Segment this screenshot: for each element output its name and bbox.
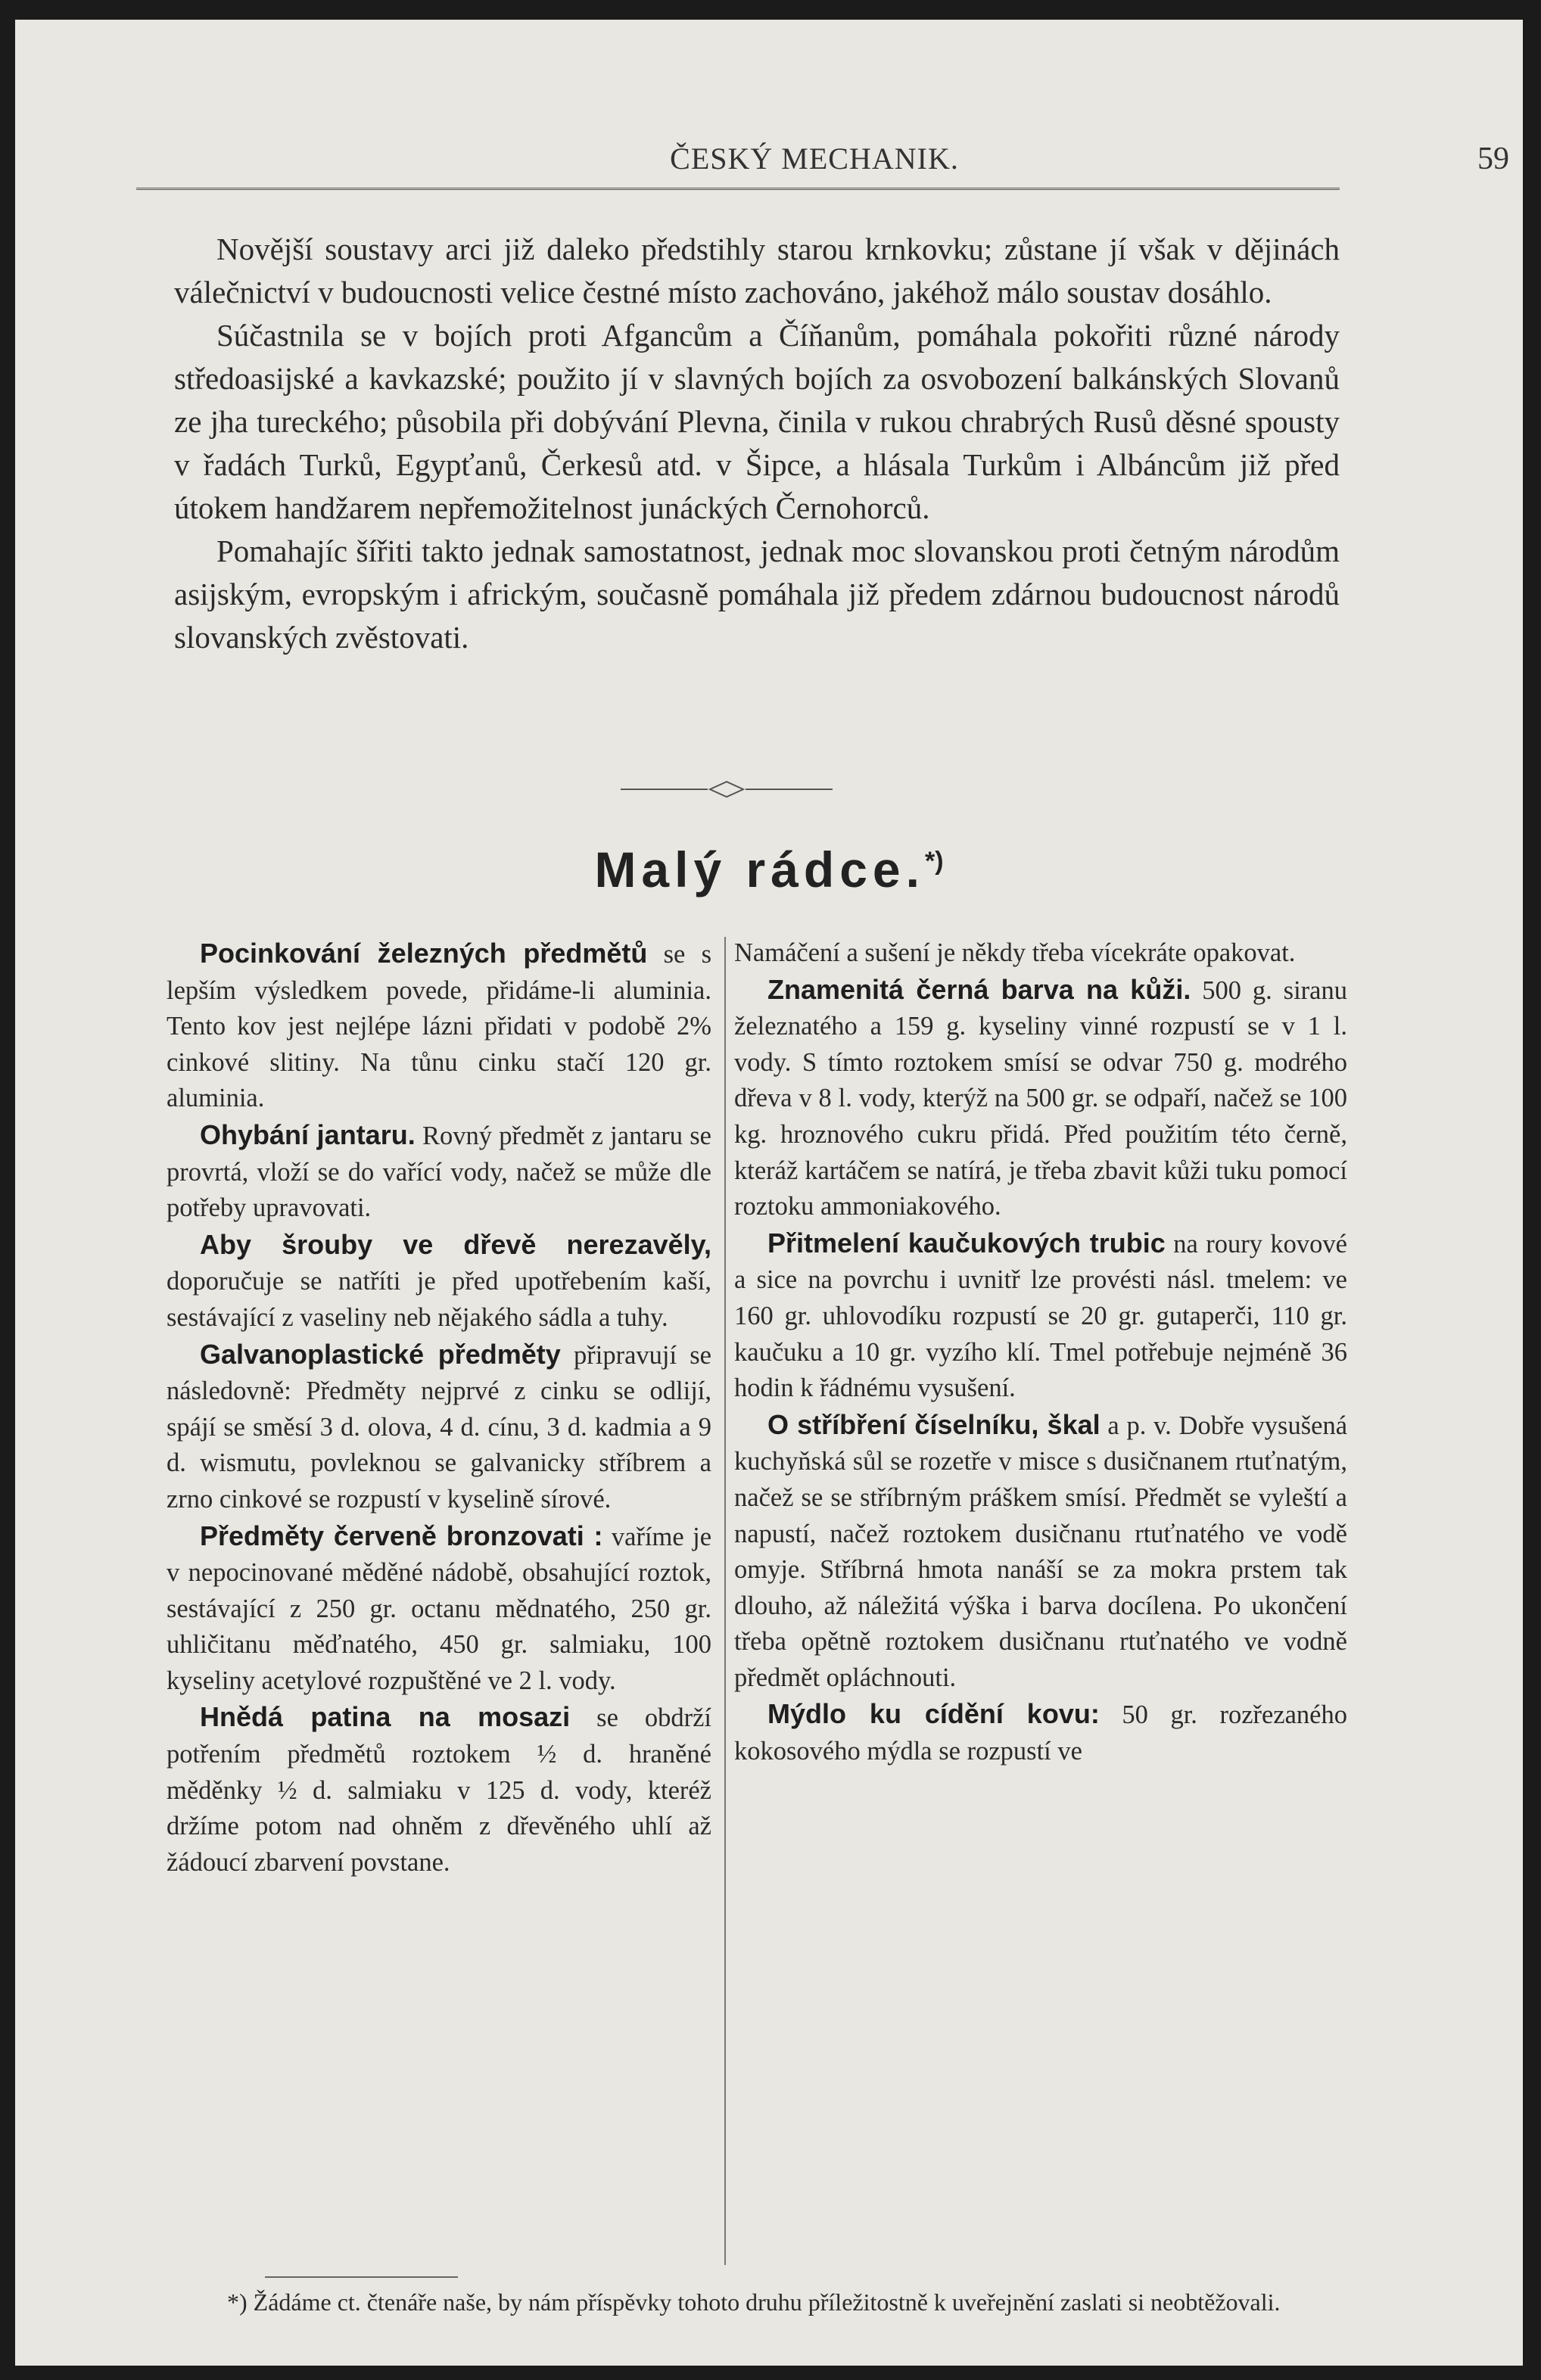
footnote-rule [265, 2276, 458, 2278]
page [15, 20, 1523, 2366]
tip-heading: Znamenitá černá barva na kůži. [767, 973, 1191, 1005]
tip-text: připravují se následovně: Předměty nejprvé z cinku se odlijí, spájí se směsí 3 d. olova, 4 d. cínu, 3 d. kadmia a 9 d. wismutu, povleknou se galvanicky stříbrem a zrno cinkové se rozpustí v kyselině sírové. [167, 1340, 711, 1514]
left-column [167, 935, 711, 1881]
column-rule [724, 937, 726, 2265]
tip-paragraph [734, 1407, 1347, 1697]
tip-paragraph [167, 1518, 711, 1700]
tip-heading: Mýdlo ku cídění kovu: [767, 1698, 1100, 1730]
footnote-marker: *) [924, 847, 944, 876]
tip-heading: Hnědá patina na mosazi [200, 1701, 571, 1733]
tip-heading: Přitmelení kaučukových trubic [767, 1227, 1166, 1258]
tip-paragraph [734, 935, 1347, 972]
tip-text: se obdrží potřením předmětů roztokem ½ d. hraněné měděnky ½ d. salmiaku v 125 d. vody, kteréž držíme potom nad ohněm z dřevěného uhlí až žádoucí zbarvení povstane. [167, 1703, 711, 1877]
footnote: *) Žádáme ct. čtenáře naše, by nám příspěvky tohoto druhu příležitostně k uveřejnění zaslati si neobtěžovali. [227, 2288, 1281, 2316]
tip-text: Rovný předmět z jantaru se provrtá, vloží se do vařící vody, načež se může dle potřeby upravovati. [167, 1121, 711, 1223]
tip-paragraph [734, 972, 1347, 1225]
tip-paragraph [167, 935, 711, 1117]
tip-heading: O stříbření číselníku, škal [767, 1408, 1100, 1440]
section-title-text: Malý rádce. [594, 842, 925, 898]
intro-paragraph: Súčastnila se v bojích proti Afgancům a Číňanům, pomáhala pokořiti různé národy středoasijské a kavkazské; použito jí v slavných bojích za osvobození balkánských Slovanů ze jha tureckého; působila při dobývání Plevna, činila v rukou chrabrých Rusů děsné spousty v řadách Turků, Egypťanů, Čerkesů atd. v Šipce, a hlásala Turkům i Albáncům již před útokem handžarem nepřemožitelnost junáckých Černohorců. [174, 318, 1340, 525]
tip-heading: Aby šrouby ve dřevě nerezavěly, [200, 1228, 711, 1260]
intro-text [174, 228, 1340, 659]
intro-paragraph: Novější soustavy arci již daleko předstihly starou krnkovku; zůstane jí však v dějinách válečnictví v budoucnosti velice čestné místo zachováno, jakéhož málo soustav dosáhlo. [174, 232, 1340, 310]
tip-text: doporučuje se natříti je před upotřebením kaší, sestávající z vaseliny neb nějakého sádla a tuhy. [167, 1267, 711, 1332]
tip-heading: Pocinkování železných předmětů [200, 938, 648, 969]
tip-text: 50 gr. rozřezaného kokosového mýdla se rozpustí ve [734, 1700, 1347, 1766]
tip-paragraph [167, 1699, 711, 1881]
running-title: ČESKÝ MECHANIK. [670, 142, 959, 176]
tip-text: a p. v. Dobře vysušená kuchyňská sůl se rozetře v misce s dusičnanem rtuťnatým, načež se se stříbrným práškem smísí. Předmět se vyleští a napustí, načež roztokem dusičnanu rtuťnatého ve vodě omyje. Stříbrná hmota nanáší se za mokra prstem tak dlouho, až náležitá výška i barva docílena. Po ukončení třeba opětně roztokem dusičnanu rtuťnatého ve vodně předmět opláchnouti. [734, 1411, 1348, 1692]
page-number: 59 [1477, 142, 1509, 176]
tip-paragraph [167, 1336, 711, 1518]
ornament-divider [621, 778, 833, 801]
tip-paragraph [167, 1117, 711, 1227]
tip-text: se s lepším výsledkem povede, přidáme-li aluminia. Tento kov jest nejlépe lázni přidati v podobě 2% cinkové slitiny. Na tůnu cinku stačí 120 gr. aluminia. [167, 940, 712, 1113]
tip-text: na roury kovové a sice na povrchu i uvnitř lze provésti násl. tmelem: ve 160 gr. uhlovodíku rozpustí se 20 gr. gutaperči, 110 gr. kaučuku a 10 gr. vyzího klí. Tmel potřebuje nejméně 36 hodin k řádnému vysušení. [734, 1229, 1347, 1403]
tip-heading: Předměty červeně bronzovati : [200, 1520, 603, 1551]
tip-text: 500 g. siranu železnatého a 159 g. kyseliny vinné rozpustí se v 1 l. vody. S tímto roztokem smísí se odvar 750 g. modrého dřeva v 8 l. vody, kterýž na 500 gr. se odpaří, načež se 100 kg. hroznového cukru přidá. Před použitím této černě, kteráž kartáčem se natírá, je třeba zbavit kůži tuku pomocí roztoku ammoniakového. [734, 975, 1347, 1221]
section-title [15, 841, 1523, 898]
intro-paragraph: Pomahajíc šířiti takto jednak samostatnost, jednak moc slovanskou proti četným národům asijským, evropským i africkým, současně pomáhala již předem zdárnou budoucnost národů slovanských zvěstovati. [174, 534, 1340, 655]
tip-paragraph [734, 1696, 1347, 1769]
tip-heading: Ohybání jantaru. [200, 1118, 416, 1150]
tip-heading: Galvanoplastické předměty [200, 1338, 561, 1370]
tip-text: vaříme je v nepocinované měděné nádobě, obsahující roztok, sestávající z 250 gr. octanu mědnatého, 250 gr. uhličitanu měďnatého, 450 gr. salmiaku, 100 kyseliny acetylové rozpuštěné ve 2 l. vody. [167, 1522, 712, 1695]
header-rule [136, 188, 1340, 192]
right-column [734, 935, 1347, 1770]
tip-text: Namáčení a sušení je někdy třeba vícekráte opakovat. [734, 938, 1296, 967]
tip-paragraph [167, 1227, 711, 1336]
tip-paragraph [734, 1225, 1347, 1407]
